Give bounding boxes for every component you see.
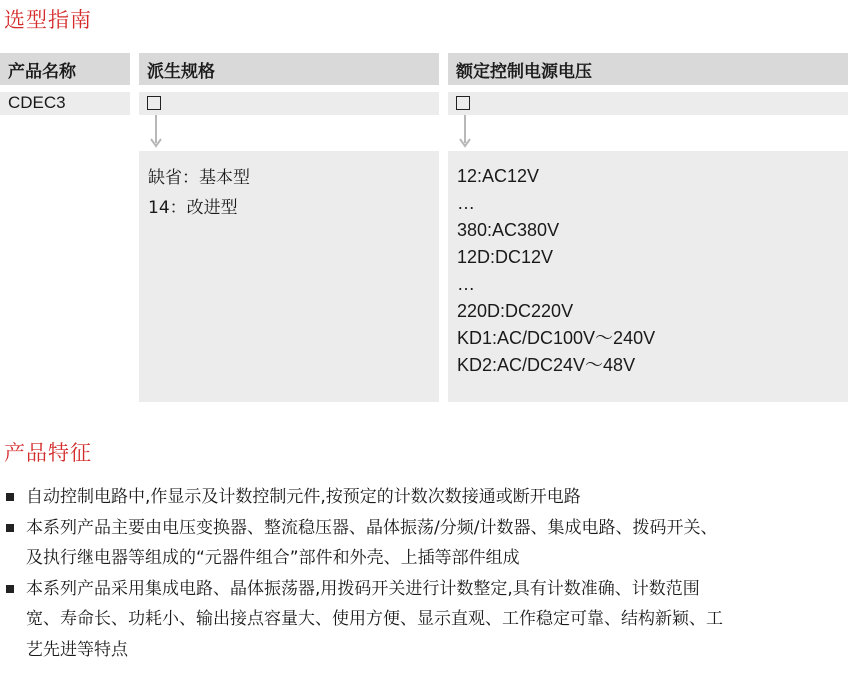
product-code: CDEC3: [0, 92, 130, 115]
feature-line: 自动控制电路中,作显示及计数控制元件,按预定的计数次数接通或断开电路: [26, 487, 581, 507]
voltage-option: 380:AC380V: [457, 220, 560, 240]
header-rated-voltage: 额定控制电源电压: [448, 53, 848, 85]
spec-connector-arrow-icon: [150, 115, 162, 151]
spec-code-cell: [139, 92, 439, 115]
spec-option: 14：改进型: [148, 198, 238, 218]
voltage-code-cell: [448, 92, 848, 115]
feature-line: 本系列产品采用集成电路、晶体振荡器,用拨码开关进行计数整定,具有计数准确、计数范围: [26, 578, 700, 599]
header-derived-spec: 派生规格: [139, 53, 439, 85]
selection-guide-title: 选型指南: [4, 8, 92, 32]
spec-options-panel: [139, 151, 439, 402]
voltage-options-panel: [448, 151, 848, 402]
square-bullet-icon: [6, 524, 14, 532]
header-product-name: 产品名称: [0, 53, 130, 85]
feature-item: [4, 513, 849, 574]
feature-item: [4, 574, 849, 666]
voltage-placeholder-box-icon: [456, 96, 470, 110]
voltage-option-ellipsis: …: [457, 274, 475, 294]
spec-option: 缺省：基本型: [148, 168, 250, 188]
voltage-option: 12:AC12V: [457, 166, 540, 186]
product-features-title: 产品特征: [4, 441, 92, 465]
feature-item: [4, 482, 849, 513]
voltage-option: KD1:AC/DC100V～240V: [457, 328, 656, 348]
voltage-connector-arrow-icon: [459, 115, 471, 151]
feature-line: 宽、寿命长、功耗小、输出接点容量大、使用方便、显示直观、工作稳定可靠、结构新颖、工: [26, 609, 723, 629]
square-bullet-icon: [6, 585, 14, 593]
feature-line: 本系列产品主要由电压变换器、整流稳压器、晶体振荡/分频/计数器、集成电路、拨码开关、: [26, 517, 718, 538]
voltage-option-ellipsis: …: [457, 193, 475, 213]
feature-line: 艺先进等特点: [26, 639, 128, 660]
spec-placeholder-box-icon: [147, 96, 161, 110]
voltage-option: KD2:AC/DC24V～48V: [457, 355, 636, 375]
square-bullet-icon: [6, 493, 14, 501]
features-list: [4, 482, 849, 665]
voltage-option: 12D:DC12V: [457, 247, 554, 267]
feature-line: 及执行继电器等组成的“元器件组合”部件和外壳、上插等部件组成: [26, 548, 520, 568]
voltage-option: 220D:DC220V: [457, 301, 574, 321]
